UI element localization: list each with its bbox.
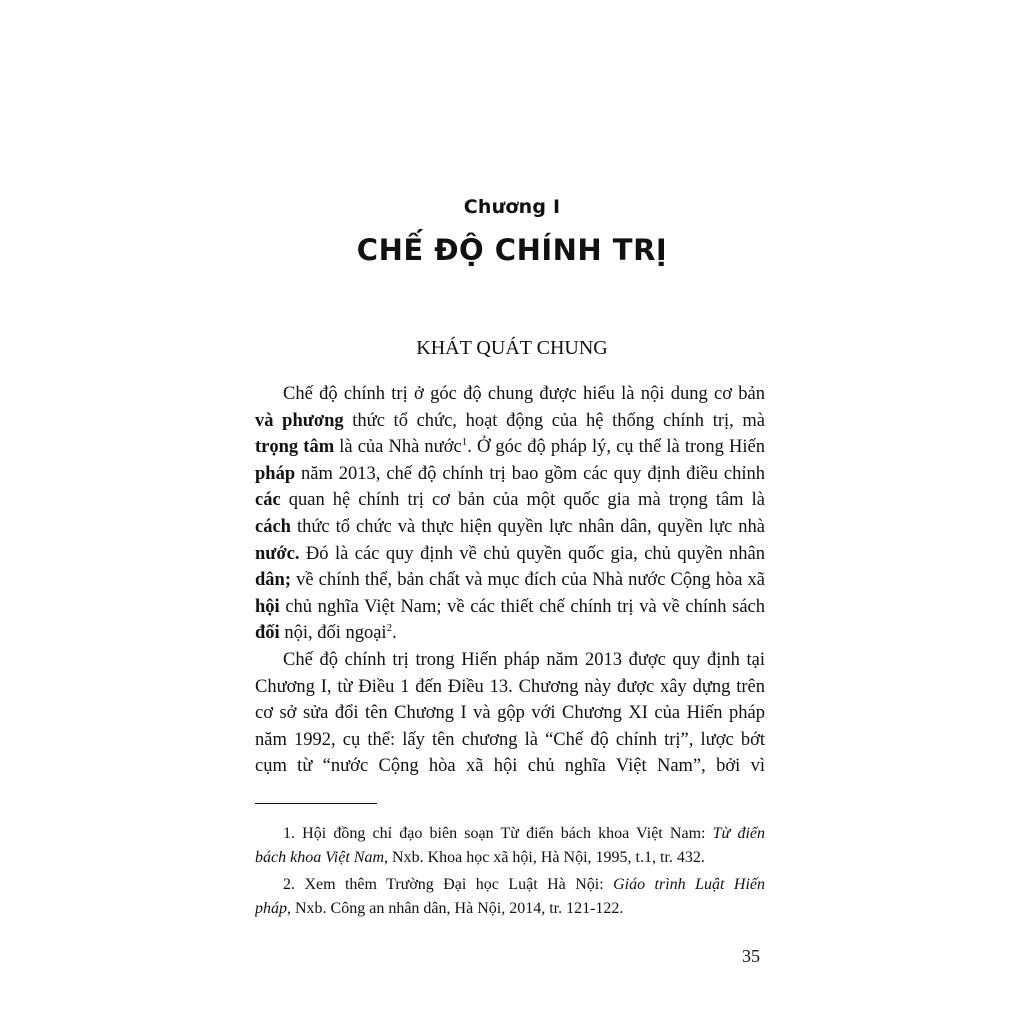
page-number: 35	[742, 946, 760, 966]
body-text	[255, 381, 765, 780]
paragraph-2-line-3: cơ sở sửa đổi tên Chương I và gộp với Chương XI của Hiến pháp	[255, 703, 765, 724]
paragraph-2-line-5: cụm từ “nước Cộng hòa xã hội chủ nghĩa Việt Nam”, bởi vì	[255, 756, 765, 777]
paragraph-1-line-3: trọng tâm là của Nhà nước$^1$. Ở góc độ pháp lý, cụ thể là trong Hiến	[255, 436, 765, 458]
paragraph-1-line-2: và phương thức tổ chức, hoạt động của hệ thống chính trị, mà	[255, 410, 765, 431]
paragraph-1-line-4: pháp năm 2013, chế độ chính trị bao gồm các quy định điều chỉnh	[255, 463, 765, 484]
footnote-2-line-1: 2. Xem thêm Trường Đại học Luật Hà Nội: Giáo trình Luật Hiến	[283, 876, 765, 893]
footnote-2-line-2: pháp, Nxb. Công an nhân dân, Hà Nội, 2014, tr. 121-122.	[255, 899, 624, 917]
paragraph-2-line-2: Chương I, từ Điều 1 đến Điều 13. Chương này được xây dựng trên	[255, 676, 765, 697]
footnote-1-line-1: 1. Hội đồng chỉ đạo biên soạn Từ điển bách khoa Việt Nam: Từ điển	[283, 825, 765, 842]
paragraph-1-line-5: các quan hệ chính trị cơ bản của một quốc gia mà trọng tâm là	[255, 490, 765, 511]
footnote-1-line-2: bách khoa Việt Nam, Nxb. Khoa học xã hội, Hà Nội, 1995, t.1, tr. 432.	[255, 848, 705, 866]
paragraph-1-line-7: nước. Đó là các quy định về chủ quyền quốc gia, chủ quyền nhân	[255, 543, 765, 564]
paragraph-2-line-1: Chế độ chính trị trong Hiến pháp năm 2013 được quy định tại	[283, 649, 765, 670]
footnote-divider	[255, 803, 377, 804]
chapter-title: CHẾ ĐỘ CHÍNH TRỊ	[356, 233, 668, 267]
footnote-ref-1: 1	[461, 436, 468, 449]
section-heading: KHÁT QUÁT CHUNG	[416, 337, 608, 359]
paragraph-1-line-8: dân; về chính thể, bản chất và mục đích của Nhà nước Cộng hòa xã	[255, 570, 765, 591]
paragraph-1-line-1: Chế độ chính trị ở góc độ chung được hiểu là nội dung cơ bản	[283, 384, 765, 404]
paragraph-1-line-10: đối nội, đối ngoại$^2$.	[255, 622, 397, 644]
chapter-label: Chương I	[463, 196, 561, 218]
paragraph-2-line-4: năm 1992, cụ thể: lấy tên chương là “Chế độ chính trị”, lược bớt	[255, 729, 765, 750]
paragraph-1-line-9: hội chủ nghĩa Việt Nam; về các thiết chế chính trị và về chính sách	[255, 596, 765, 617]
paragraph-1-line-6: cách thức tổ chức và thực hiện quyền lực nhân dân, quyền lực nhà	[255, 516, 765, 537]
footnotes	[255, 822, 765, 920]
footnote-ref-2: 2	[386, 622, 393, 635]
